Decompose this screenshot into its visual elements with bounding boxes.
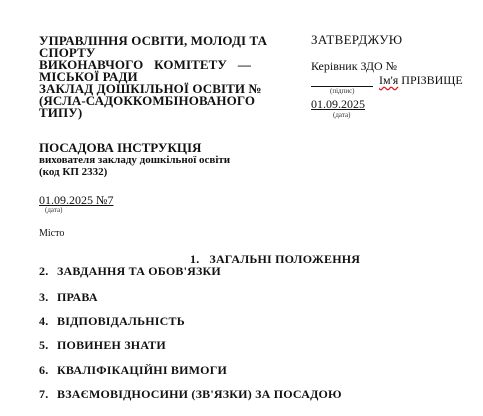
- org-line-6-word-2: КОМБІНОВАНОГО: [132, 93, 256, 108]
- section-heading-7: [39, 387, 342, 402]
- section-heading-2: [39, 264, 221, 279]
- org-line-1: УПРАВЛІННЯ ОСВІТИ, МОЛОДІ ТА: [39, 33, 268, 48]
- section-heading-5: [39, 338, 166, 353]
- approval-date-caption: (дата): [333, 111, 351, 119]
- section-number: 4.: [39, 314, 49, 328]
- section-number: 2.: [39, 264, 49, 278]
- section-title: ВЗАЄМОВІДНОСИНИ (ЗВ'ЯЗКИ) ЗА ПОСАДОЮ: [57, 387, 342, 401]
- section-number: 3.: [39, 290, 49, 304]
- name-prefix: Ім'я: [379, 73, 399, 87]
- document-date-caption: (дата): [45, 206, 63, 214]
- signature-line: [311, 73, 471, 87]
- section-number: 7.: [39, 387, 49, 401]
- section-title: ПРАВА: [57, 290, 98, 304]
- org-line-3-word-1: ВИКОНАВЧОГО: [39, 57, 144, 72]
- section-number: 5.: [39, 338, 49, 352]
- approval-title: ЗАТВЕРДЖУЮ: [311, 32, 403, 47]
- section-heading-3: [39, 290, 98, 305]
- section-heading-6: [39, 363, 227, 378]
- org-line-4: МІСЬКОЇ РАДИ: [39, 69, 138, 84]
- signature-field[interactable]: [311, 76, 373, 87]
- org-line-3-dash: —: [237, 57, 251, 72]
- org-line-2: СПОРТУ: [39, 45, 96, 60]
- approval-block: [311, 33, 471, 119]
- org-line-5: ЗАКЛАД ДОШКІЛЬНОЇ ОСВІТИ №: [39, 81, 262, 96]
- document-title: ПОСАДОВА ІНСТРУКЦІЯ: [39, 140, 202, 155]
- org-line-3-word-2: КОМІТЕТУ: [154, 57, 228, 72]
- approval-date: 01.09.2025: [311, 97, 365, 111]
- section-title: ВІДПОВІДАЛЬНІСТЬ: [57, 314, 185, 328]
- org-line-7: ТИПУ): [39, 105, 83, 120]
- document-code: (код КП 2332): [39, 166, 108, 178]
- section-heading-4: [39, 314, 185, 329]
- document-title-block: [39, 141, 299, 178]
- document-position: вихователя закладу дошкільної освіти: [39, 154, 231, 166]
- head-label: Керівник ЗДО №: [311, 59, 398, 73]
- document-date-block: [39, 194, 113, 214]
- section-title: ЗАГАЛЬНІ ПОЛОЖЕННЯ: [209, 252, 361, 266]
- document-date-number: 01.09.2025 №7: [39, 193, 114, 207]
- document-place: Місто: [39, 228, 65, 239]
- section-title: ЗАВДАННЯ ТА ОБОВ'ЯЗКИ: [57, 264, 221, 278]
- section-number: 1.: [190, 252, 200, 266]
- org-line-6-word-1: (ЯСЛА-САДОК: [39, 93, 133, 108]
- signature-caption: (підпис): [330, 87, 355, 95]
- head-name: ПРІЗВИЩЕ: [401, 73, 463, 87]
- section-title: КВАЛІФІКАЦІЙНІ ВИМОГИ: [57, 363, 228, 377]
- section-number: 6.: [39, 363, 49, 377]
- section-title: ПОВИНЕН ЗНАТИ: [57, 338, 166, 352]
- organization-header: [39, 33, 268, 120]
